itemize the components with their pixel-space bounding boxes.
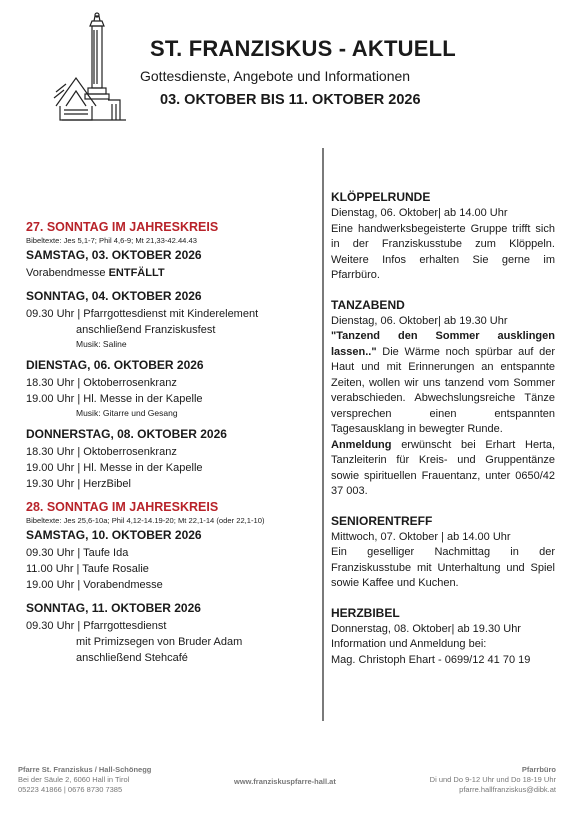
event-herzbibel bbox=[331, 606, 555, 669]
sunday-title: 28. SONNTAG IM JAHRESKREIS bbox=[26, 500, 219, 514]
event-title: TANZABEND bbox=[331, 297, 405, 312]
event-date: Dienstag, 06. Oktober| ab 19.30 Uhr bbox=[331, 314, 508, 327]
event-title: KLÖPPELRUNDE bbox=[331, 190, 431, 204]
event-info: Information und Anmeldung bei: bbox=[331, 638, 487, 650]
events-column bbox=[331, 190, 555, 682]
footer-phone: 05223 41866 | 0676 8730 7385 bbox=[18, 785, 123, 794]
event-date: Mittwoch, 07. Oktober | ab 14.00 Uhr bbox=[331, 530, 511, 543]
day-block bbox=[26, 427, 316, 492]
event-contact: Mag. Christoph Ehart - 0699/12 41 70 19 bbox=[331, 653, 531, 666]
footer-office-hours: Di und Do 9-12 Uhr und Do 18-19 Uhr bbox=[429, 775, 556, 784]
footer-website-link[interactable]: www.franziskuspfarre-hall.at bbox=[234, 777, 336, 786]
service-line: anschließend Stehcafé bbox=[76, 652, 188, 664]
sunday-section bbox=[26, 500, 316, 525]
footer-office bbox=[430, 765, 556, 795]
page-subtitle: Gottesdienste, Angebote und Informationen bbox=[140, 68, 411, 84]
footer-address bbox=[18, 765, 151, 795]
event-title: HERZBIBEL bbox=[331, 605, 400, 620]
event-date: Donnerstag, 08. Oktober| ab 19.30 Uhr bbox=[331, 622, 521, 635]
event-description: Ein geselliger Nachmittag in der Franziskusstube mit Unterhaltung und Spiel sowie Kaffee und Kuchen. bbox=[331, 546, 555, 589]
day-heading: DONNERSTAG, 08. OKTOBER 2026 bbox=[26, 427, 227, 441]
event-quote: "Tanzend den Sommer ausklingen lassen.." bbox=[331, 330, 555, 358]
service-line: 19.00 Uhr | Vorabendmesse bbox=[26, 579, 163, 591]
service-line: 19.30 Uhr | HerzBibel bbox=[26, 478, 131, 490]
schedule-column bbox=[26, 220, 316, 674]
bible-readings: Bibeltexte: Jes 25,6-10a; Phil 4,12-14.19-20; Mt 22,1-14 (oder 22,1-10) bbox=[26, 516, 265, 525]
event-date: Dienstag, 06. Oktober| ab 14.00 Uhr bbox=[331, 207, 508, 219]
day-heading: SONNTAG, 11. OKTOBER 2026 bbox=[26, 601, 201, 615]
event-description: Eine handwerksbegeisterte Gruppe trifft sich in der Franziskusstube zum Klöppeln. Weitere Infos erhalten Sie gerne im Pfarrbüro. bbox=[331, 222, 555, 281]
day-block bbox=[26, 601, 316, 666]
page-title: ST. FRANZISKUS - AKTUELL bbox=[150, 36, 456, 61]
day-heading: DIENSTAG, 06. OKTOBER 2026 bbox=[26, 358, 204, 372]
service-line: 09.30 Uhr | Pfarrgottesdienst bbox=[26, 620, 167, 632]
service-line: 18.30 Uhr | Oktoberrosenkranz bbox=[26, 446, 177, 458]
event-tanzabend bbox=[331, 298, 555, 500]
parish-logo bbox=[52, 12, 134, 124]
event-seniorentreff bbox=[331, 514, 555, 592]
date-range: 03. OKTOBER BIS 11. OKTOBER 2026 bbox=[160, 92, 421, 108]
service-line: 11.00 Uhr | Taufe Rosalie bbox=[26, 563, 149, 575]
footer-street: Bei der Säule 2, 6060 Hall in Tirol bbox=[18, 775, 130, 784]
music-note: Musik: Saline bbox=[76, 339, 127, 349]
service-line: 19.00 Uhr | Hl. Messe in der Kapelle bbox=[26, 462, 203, 474]
sunday-title: 27. SONNTAG IM JAHRESKREIS bbox=[26, 220, 219, 234]
day-block bbox=[26, 358, 316, 419]
footer-email-link[interactable]: pfarre.hallfranziskus@dibk.at bbox=[459, 785, 556, 794]
cancelled-label: ENTFÄLLT bbox=[108, 267, 165, 279]
service-line: 09.30 Uhr | Taufe Ida bbox=[26, 547, 129, 559]
service-line: Vorabendmesse ENTFÄLLT bbox=[26, 267, 165, 279]
bible-readings: Bibeltexte: Jes 5,1-7; Phil 4,6-9; Mt 21,33-42.44.43 bbox=[26, 236, 197, 245]
event-kloeppelrunde bbox=[331, 190, 555, 284]
event-registration: Anmeldung erwünscht bei Erhart Herta, Tanzleiterin für Kreis- und Gruppentänze sowie spirituellen Frauentanz, unter 0650/42 37 003. bbox=[331, 438, 555, 497]
day-heading: SAMSTAG, 10. OKTOBER 2026 bbox=[26, 528, 202, 542]
event-title: SENIORENTREFF bbox=[331, 513, 433, 528]
music-note: Musik: Gitarre und Gesang bbox=[76, 408, 178, 418]
day-block bbox=[26, 528, 316, 593]
day-heading: SONNTAG, 04. OKTOBER 2026 bbox=[26, 289, 202, 303]
service-line: 19.00 Uhr | Hl. Messe in der Kapelle bbox=[26, 393, 203, 405]
service-line: 09.30 Uhr | Pfarrgottesdienst mit Kinderelement bbox=[26, 308, 259, 320]
column-divider bbox=[322, 148, 324, 721]
footer-parish-name: Pfarre St. Franziskus / Hall-Schönegg bbox=[18, 765, 152, 774]
day-heading: SAMSTAG, 03. OKTOBER 2026 bbox=[26, 248, 202, 262]
event-description: "Tanzend den Sommer ausklingen lassen.." Die Wärme noch spürbar auf der Haut und mit Erinnerungen an entspannte Zeiten, wollen wir uns tanzend vom Sommer verabschieden. Abwechslungsreiche Tänze versprechen einen entspannten Tagesausklang in bewegter Runde. bbox=[331, 330, 555, 435]
service-line: anschließend Franziskusfest bbox=[76, 324, 216, 336]
day-block bbox=[26, 248, 316, 281]
service-line: mit Primizsegen von Bruder Adam bbox=[76, 636, 243, 648]
service-line: 18.30 Uhr | Oktoberrosenkranz bbox=[26, 377, 177, 389]
day-block bbox=[26, 289, 316, 350]
footer-office-title: Pfarrbüro bbox=[521, 765, 556, 774]
sunday-section bbox=[26, 220, 316, 245]
